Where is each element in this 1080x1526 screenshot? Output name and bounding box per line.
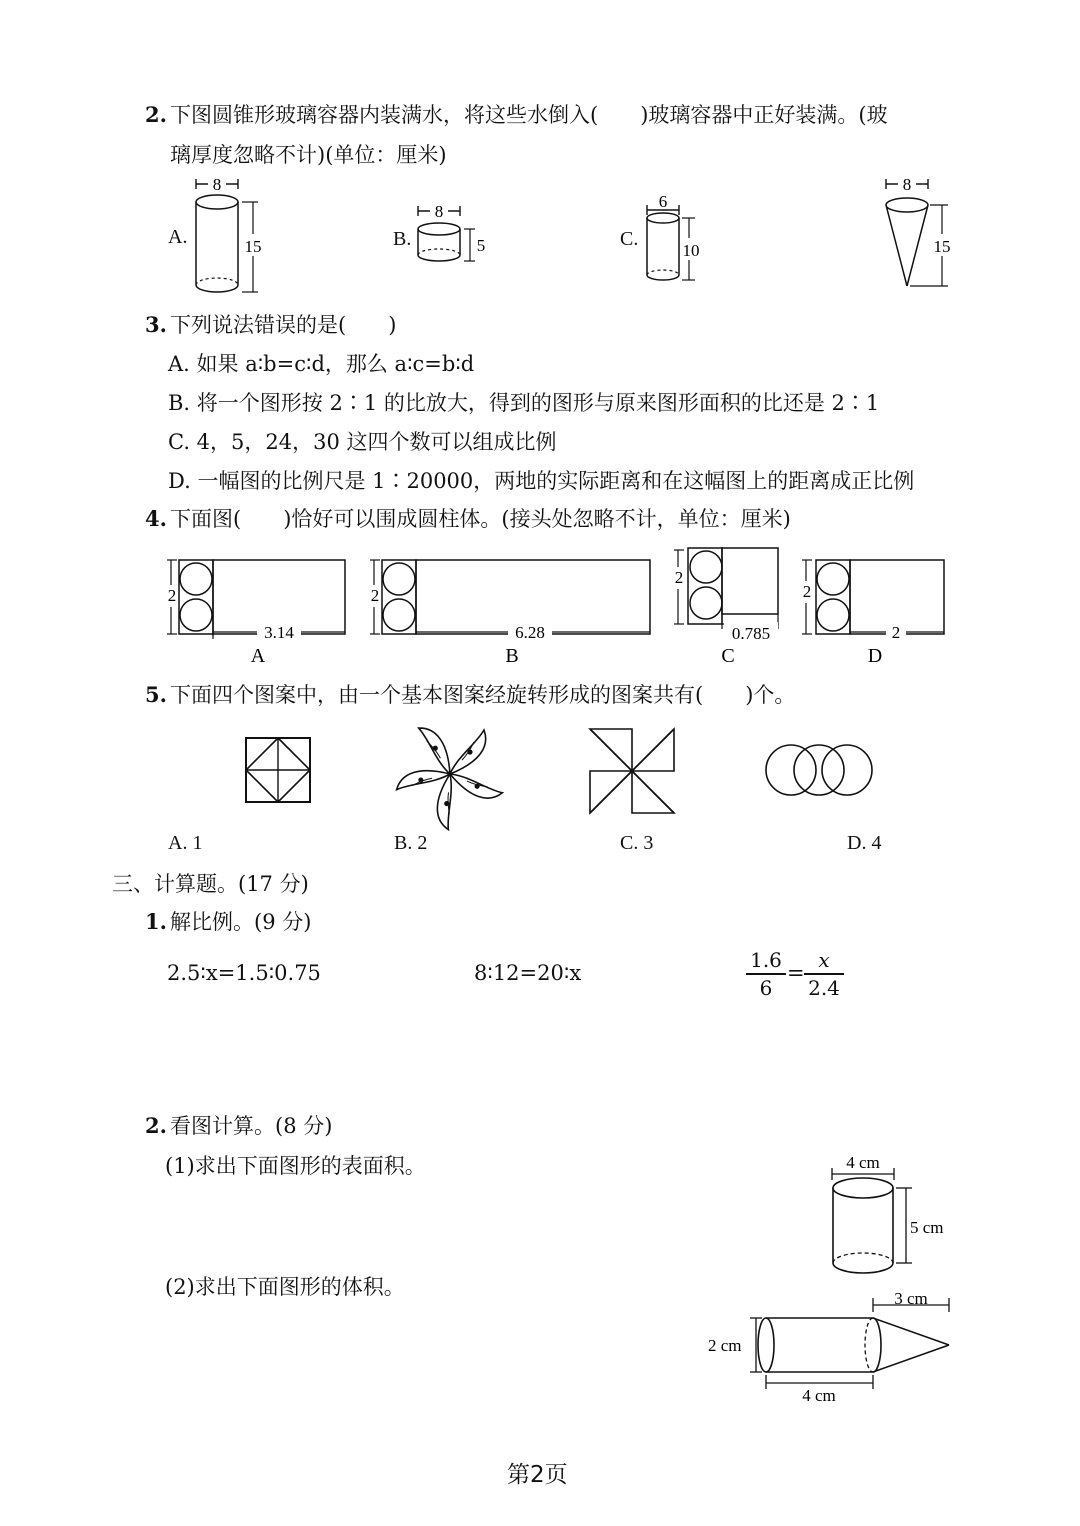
calc1-eq3-right-fraction	[804, 948, 844, 1000]
calc1-eq3-right-numerator: x	[818, 948, 830, 972]
calc2-stem: 看图计算。(8 分)	[170, 1114, 333, 1138]
calc2-fig1-height: 5 cm	[910, 1218, 944, 1237]
calc1-eq3-left-numerator: 1.6	[750, 948, 782, 972]
q3-option-c: C. 4，5，24，30 这四个数可以组成比例	[168, 430, 557, 454]
q2-cylinder-b	[415, 202, 495, 275]
q5-option-b: B. 2	[394, 832, 428, 854]
q4-c-height: 2	[674, 568, 684, 587]
q3-option-a: A. 如果 a∶b=c∶d，那么 a∶c=b∶d	[168, 352, 475, 376]
q3-option-b: B. 将一个图形按 2∶1 的比放大，得到的图形与原来图形面积的比还是 2∶1	[168, 391, 880, 415]
q5-option-c: C. 3	[620, 832, 654, 854]
q4-figure-d	[800, 555, 955, 670]
q2-option-c-label: C.	[620, 228, 639, 250]
q4-b-letter: B	[505, 645, 519, 667]
q4-a-height: 2	[167, 586, 177, 605]
q3-number: 3.	[145, 312, 167, 337]
q4-c-letter: C	[721, 645, 735, 667]
q4-figure-b	[368, 555, 658, 670]
calc1-stem: 解比例。(9 分)	[170, 910, 312, 934]
q2-b-side-dim: 5	[476, 236, 486, 255]
q5-option-d: D. 4	[847, 832, 882, 854]
q5-pattern-three-circles	[764, 742, 874, 798]
q3-option-d: D. 一幅图的比例尺是 1∶20000，两地的实际距离和在这幅图上的距离成正比例	[168, 469, 915, 493]
q5-number: 5.	[145, 682, 167, 707]
section-3-title: 三、计算题。(17 分)	[112, 872, 309, 896]
q2-stem-line1: 下图圆锥形玻璃容器内装满水，将这些水倒入( )玻璃容器中正好装满。(玻	[170, 103, 888, 127]
q4-b-height: 2	[370, 586, 380, 605]
calc1-number: 1.	[145, 909, 167, 934]
calc1-eq3-left-fraction	[746, 948, 786, 1000]
q4-a-length: 3.14	[264, 623, 294, 642]
calc2-fig1-diameter: 4 cm	[846, 1153, 880, 1172]
q5-option-a: A. 1	[168, 832, 203, 854]
calc1-equation-2: 8∶12=20∶x	[474, 961, 582, 985]
q4-b-length: 6.28	[515, 623, 545, 642]
calc1-eq3-left-denominator: 6	[759, 976, 773, 1000]
q4-figure-c	[672, 545, 792, 670]
calc2-cylinder-figure	[826, 1150, 966, 1280]
q2-option-b-label: B.	[393, 228, 412, 250]
q4-d-height: 2	[802, 582, 812, 601]
q4-number: 4.	[145, 506, 167, 531]
calc1-equation-1: 2.5∶x=1.5∶0.75	[167, 961, 321, 985]
q2-cylinder-a	[190, 175, 270, 303]
q4-a-letter: A	[250, 645, 266, 667]
page-number: 第2页	[507, 1462, 568, 1488]
q5-pattern-pinwheel	[588, 727, 676, 815]
q2-a-side-dim: 15	[244, 237, 262, 256]
calc1-eq3-equals: =	[787, 961, 805, 985]
q5-pattern-square-diamond	[245, 737, 311, 803]
calc2-number: 2.	[145, 1113, 167, 1138]
calc2-cylinder-cone-figure	[700, 1285, 960, 1410]
q4-c-length: 0.785	[731, 624, 771, 643]
q4-figure-a	[165, 555, 355, 670]
q2-cone-side-dim: 15	[933, 237, 951, 256]
q4-d-letter: D	[867, 645, 883, 667]
q2-number: 2.	[145, 102, 167, 127]
q2-option-a-label: A.	[168, 226, 188, 248]
q2-cone	[880, 175, 960, 293]
q2-c-top-dim: 6	[658, 192, 668, 211]
calc2-sub2: (2)求出下面图形的体积。	[165, 1275, 405, 1299]
q4-stem: 下面图( )恰好可以围成圆柱体。(接头处忽略不计，单位：厘米)	[170, 507, 791, 531]
q2-cone-top-dim: 8	[902, 175, 912, 194]
q3-stem: 下列说法错误的是( )	[170, 313, 397, 337]
calc1-eq3-right-denominator: 2.4	[808, 976, 840, 1000]
q5-pattern-flower	[398, 722, 502, 826]
q2-b-top-dim: 8	[434, 202, 444, 221]
calc2-sub1: (1)求出下面图形的表面积。	[165, 1154, 426, 1178]
q2-c-side-dim: 10	[682, 241, 700, 260]
q5-stem: 下面四个图案中，由一个基本图案经旋转形成的图案共有( )个。	[170, 683, 796, 707]
q2-cylinder-c	[643, 190, 723, 290]
q4-d-length: 2	[891, 623, 901, 642]
calc2-fig2-cylinder-length: 4 cm	[802, 1386, 836, 1405]
calc2-fig2-diameter: 2 cm	[708, 1336, 742, 1355]
q2-stem-line2: 璃厚度忽略不计)(单位：厘米)	[170, 143, 447, 167]
calc2-fig2-cone-length: 3 cm	[894, 1289, 928, 1308]
q2-a-top-dim: 8	[212, 175, 222, 194]
